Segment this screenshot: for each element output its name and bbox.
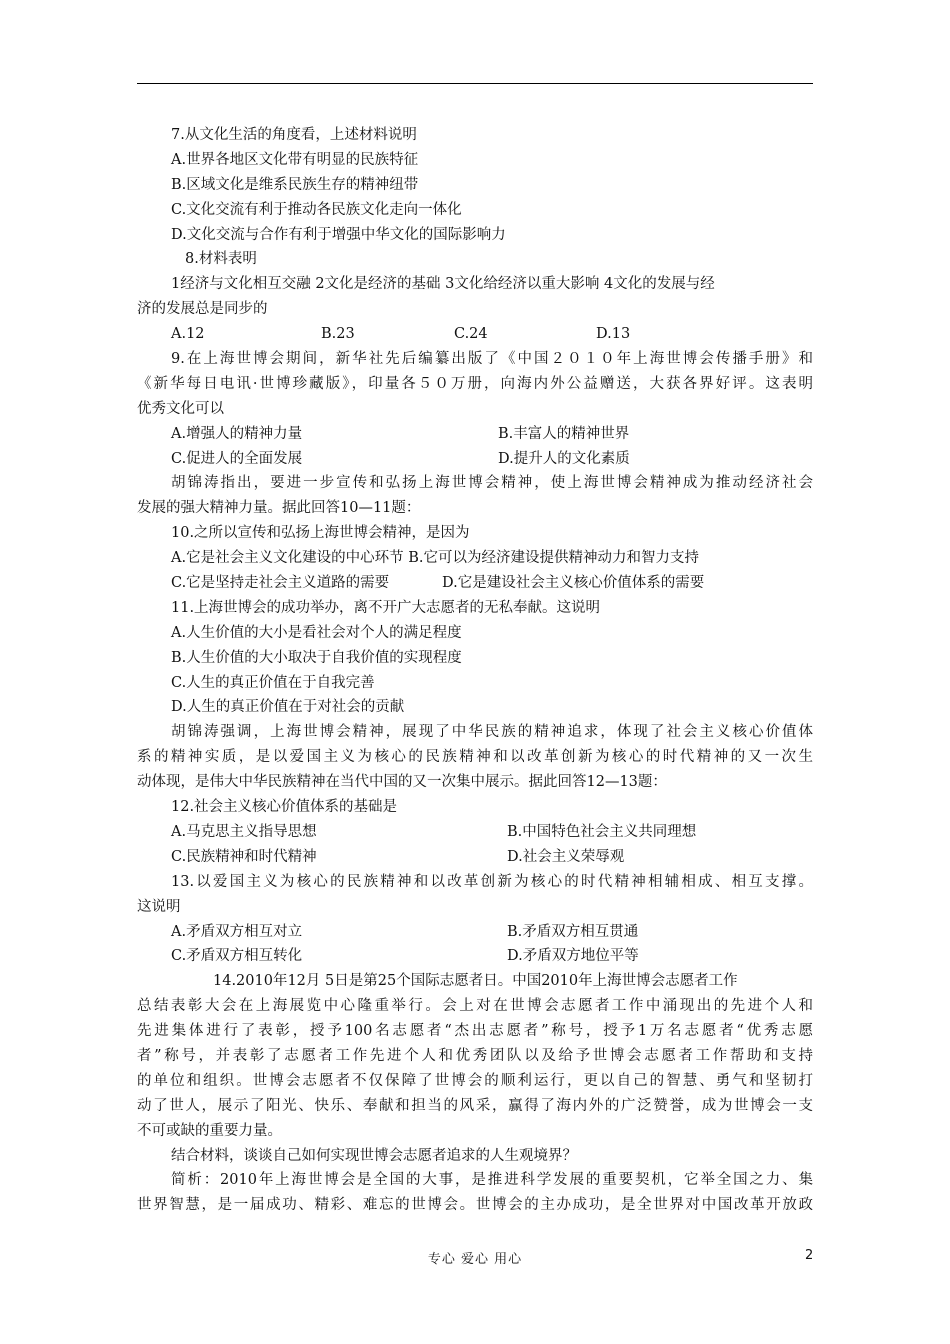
- question-14-stem: 14.2010年12月 5日是第25个国际志愿者日。中国2010年上海世博会志愿者工作: [213, 973, 738, 990]
- question-14-line-7: 不可或缺的重要力量。: [137, 1122, 282, 1139]
- q13-options-row1: [137, 920, 813, 945]
- question-7-stem: 7.从文化生活的角度看，上述材料说明: [171, 127, 417, 143]
- footer-slogan: 专心 爱心 用心: [427, 1252, 523, 1267]
- q8-statements-cont: 济的发展总是同步的: [137, 301, 268, 318]
- q9-option-d: D.提升人的文化素质: [498, 450, 630, 467]
- q12-options-row1: [137, 820, 813, 845]
- question-13-stem: 13.以爱国主义为核心的民族精神和以改革创新为核心的时代精神相辅相成、相互支撑。: [171, 873, 813, 890]
- q10-options-row1: A.它是社会主义文化建设的中心环节 B.它可以为经济建设提供精神动力和智力支持: [171, 550, 699, 567]
- q8-option-c: C.24: [454, 326, 488, 343]
- q13-option-d: D.矛盾双方地位平等: [507, 948, 639, 965]
- q12-options-row2: [137, 845, 813, 870]
- q10-options-row2: [137, 571, 813, 596]
- question-14-line-3: 先进集体进行了表彰，授予100名志愿者“杰出志愿者”称号，授予1万名志愿者“优秀志愿: [137, 1023, 813, 1040]
- q8-statements: 1经济与文化相互交融 2文化是经济的基础 3文化给经济以重大影响 4文化的发展与经: [171, 276, 715, 293]
- q9-option-c: C.促进人的全面发展: [171, 450, 303, 467]
- q13-option-c: C.矛盾双方相互转化: [171, 948, 303, 965]
- material-12-13-cont: 系的精神实质，是以爱国主义为核心的民族精神和以改革创新为核心的时代精神的又一次生: [137, 749, 813, 766]
- q11-option-c: C.人生的真正价值在于自我完善: [171, 674, 375, 691]
- q7-option-b: B.区域文化是维系民族生存的精神纽带: [171, 176, 419, 193]
- q11-option-d: D.人生的真正价值在于对社会的贡献: [171, 699, 405, 716]
- page-number: 2: [805, 1248, 814, 1263]
- question-14-line-5: 的单位和组织。世博会志愿者不仅保障了世博会的顺利运行，更以自己的智慧、勇气和坚韧打: [137, 1072, 813, 1089]
- q13-option-b: B.矛盾双方相互贯通: [507, 923, 639, 940]
- question-9-stem-end: 优秀文化可以: [137, 400, 224, 417]
- q8-options: [137, 322, 813, 347]
- q13-option-a: A.矛盾双方相互对立: [171, 923, 303, 940]
- q12-option-d: D.社会主义荣辱观: [507, 848, 625, 865]
- header-rule: [137, 83, 813, 84]
- question-9-stem-cont: 《新华每日电讯·世博珍藏版》，印量各５０万册，向海内外公益赠送，大获各界好评。这表明: [137, 375, 813, 392]
- analysis-line-1: 简析：2010年上海世博会是全国的大事，是推进科学发展的重要契机，它举全国之力、集: [171, 1172, 813, 1189]
- material-10-11: 胡锦涛指出，要进一步宣传和弘扬上海世博会精神，使上海世博会精神成为推动经济社会: [171, 475, 813, 492]
- question-14-line-6: 动了世人，展示了阳光、快乐、奉献和担当的风采，赢得了海内外的广泛赞誉，成为世博会一支: [137, 1097, 813, 1114]
- q7-option-d: D.文化交流与合作有利于增强中华文化的国际影响力: [171, 226, 506, 243]
- q11-option-a: A.人生价值的大小是看社会对个人的满足程度: [171, 624, 462, 641]
- question-10-stem: 10.之所以宣传和弘扬上海世博会精神，是因为: [171, 525, 470, 542]
- q9-option-a: A.增强人的精神力量: [171, 425, 303, 442]
- question-14-prompt: 结合材料，谈谈自己如何实现世博会志愿者追求的人生观境界？: [171, 1147, 577, 1164]
- question-8-stem: 8.材料表明: [185, 251, 257, 268]
- question-14-line-4: 者”称号，并表彰了志愿者工作先进个人和优秀团队以及给予世博会志愿者工作帮助和支持: [137, 1047, 813, 1064]
- q12-option-c: C.民族精神和时代精神: [171, 848, 317, 865]
- q11-option-b: B.人生价值的大小取决于自我价值的实现程度: [171, 649, 462, 666]
- analysis-line-2: 世界智慧，是一届成功、精彩、难忘的世博会。世博会的主办成功，是全世界对中国改革开放政: [137, 1197, 813, 1214]
- question-13-stem-cont: 这说明: [137, 898, 181, 915]
- q13-options-row2: [137, 944, 813, 969]
- document-body: [137, 123, 813, 1218]
- q9-option-b: B.丰富人的精神世界: [498, 425, 630, 442]
- q9-options-row1: [137, 422, 813, 447]
- q12-option-b: B.中国特色社会主义共同理想: [507, 823, 697, 840]
- q8-option-d: D.13: [596, 326, 631, 343]
- material-10-11-cont: 发展的强大精神力量。据此回答10—11题：: [137, 500, 421, 517]
- q7-option-c: C.文化交流有利于推动各民族文化走向一体化: [171, 201, 462, 218]
- q8-option-a: A.12: [171, 326, 205, 343]
- q7-option-a: A.世界各地区文化带有明显的民族特征: [171, 151, 419, 168]
- question-11-stem: 11.上海世博会的成功举办，离不开广大志愿者的无私奉献。这说明: [171, 599, 601, 616]
- q8-option-b: B.23: [321, 326, 355, 343]
- material-12-13-end: 动体现，是伟大中华民族精神在当代中国的又一次集中展示。据此回答12—13题：: [137, 774, 667, 791]
- question-12-stem: 12.社会主义核心价值体系的基础是: [171, 799, 398, 816]
- q10-option-d: D.它是建设社会主义核心价值体系的需要: [442, 575, 705, 592]
- question-14-line-2: 总结表彰大会在上海展览中心隆重举行。会上对在世博会志愿者工作中涌现出的先进个人和: [137, 998, 813, 1015]
- q12-option-a: A.马克思主义指导思想: [171, 823, 317, 840]
- q10-option-c: C.它是坚持走社会主义道路的需要: [171, 575, 390, 592]
- material-12-13: 胡锦涛强调，上海世博会精神，展现了中华民族的精神追求，体现了社会主义核心价值体: [171, 724, 813, 741]
- question-9-stem: 9.在上海世博会期间，新华社先后编纂出版了《中国２０１０年上海世博会传播手册》和: [171, 351, 813, 368]
- q9-options-row2: [137, 447, 813, 472]
